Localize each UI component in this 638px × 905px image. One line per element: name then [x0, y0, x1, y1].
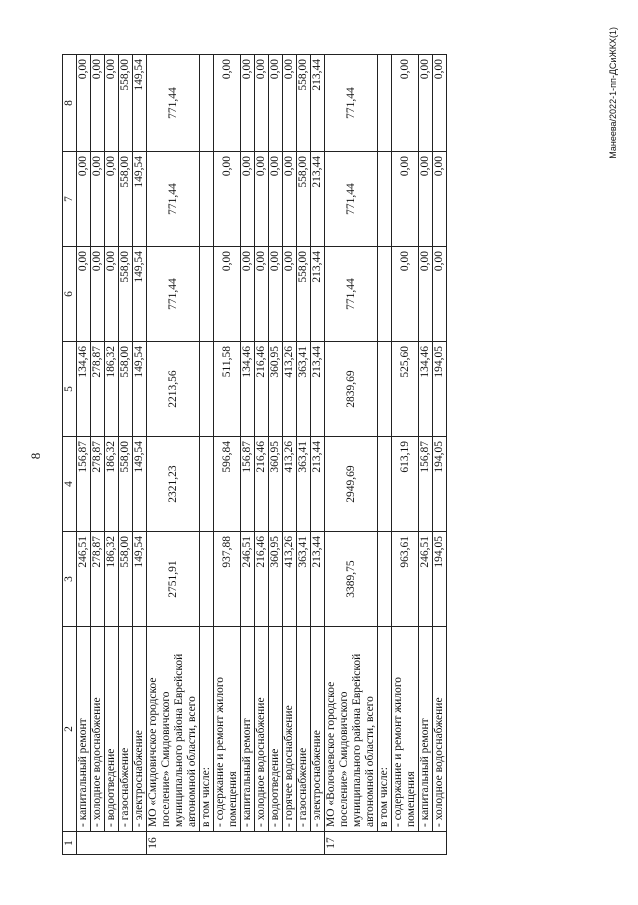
row-name: - газоснабжение: [297, 627, 311, 832]
value-cell: 213,44: [311, 342, 325, 437]
row-name: в том числе:: [200, 627, 214, 832]
table-row: [419, 55, 433, 855]
value-cell: 213,44: [311, 437, 325, 532]
value-cell: 2839,69: [325, 342, 378, 437]
value-cell: 0,00: [283, 55, 297, 152]
value-cell: 413,26: [283, 532, 297, 627]
value-cell: 0,00: [392, 55, 419, 152]
value-cell: [378, 247, 392, 342]
col-header: 5: [63, 342, 77, 437]
value-cell: 525,60: [392, 342, 419, 437]
value-cell: 149,54: [133, 247, 147, 342]
value-cell: 0,00: [433, 55, 447, 152]
row-name: - холодное водоснабжение: [91, 627, 105, 832]
table-row: [297, 55, 311, 855]
col-header: 8: [63, 55, 77, 152]
col-header: 2: [63, 627, 77, 832]
row-name: - водоотведение: [269, 627, 283, 832]
value-cell: [200, 247, 214, 342]
value-cell: 156,87: [419, 437, 433, 532]
value-cell: 937,88: [214, 532, 241, 627]
table-row: [311, 55, 325, 855]
row-number: 17: [325, 832, 447, 855]
value-cell: 156,87: [241, 437, 255, 532]
table-row: [241, 55, 255, 855]
row-name: - содержание и ремонт жилого помещения: [214, 627, 241, 832]
header-row: [63, 55, 77, 855]
value-cell: 0,00: [419, 55, 433, 152]
value-cell: 558,00: [119, 437, 133, 532]
table-row: [269, 55, 283, 855]
row-name: - водоотведение: [105, 627, 119, 832]
value-cell: [378, 55, 392, 152]
value-cell: 0,00: [214, 247, 241, 342]
value-cell: 156,87: [77, 437, 91, 532]
value-cell: 413,26: [283, 342, 297, 437]
table-row: [91, 55, 105, 855]
value-cell: 134,46: [419, 342, 433, 437]
row-name: - электроснабжение: [133, 627, 147, 832]
value-cell: [378, 342, 392, 437]
table-row: [392, 55, 419, 855]
value-cell: 0,00: [269, 55, 283, 152]
row-name: - капитальный ремонт: [77, 627, 91, 832]
value-cell: 558,00: [119, 152, 133, 247]
row-name: - холодное водоснабжение: [255, 627, 269, 832]
value-cell: 149,54: [133, 532, 147, 627]
value-cell: 0,00: [433, 152, 447, 247]
value-cell: 149,54: [133, 342, 147, 437]
value-cell: 0,00: [91, 152, 105, 247]
value-cell: 0,00: [269, 247, 283, 342]
value-cell: 149,54: [133, 55, 147, 152]
value-cell: 0,00: [77, 152, 91, 247]
value-cell: 0,00: [241, 247, 255, 342]
tariff-table: [62, 54, 447, 855]
value-cell: [378, 437, 392, 532]
rotated-page: [20, 27, 620, 885]
value-cell: 149,54: [133, 437, 147, 532]
value-cell: 213,44: [311, 152, 325, 247]
value-cell: 2213,56: [147, 342, 200, 437]
value-cell: 771,44: [147, 247, 200, 342]
value-cell: 0,00: [419, 152, 433, 247]
value-cell: 2949,69: [325, 437, 378, 532]
row-name: - горячее водоснабжение: [283, 627, 297, 832]
value-cell: 246,51: [419, 532, 433, 627]
value-cell: 771,44: [147, 55, 200, 152]
value-cell: 0,00: [105, 247, 119, 342]
document-code: Манеева/2022-1-пп-ДСиЖКХ(1): [608, 27, 618, 159]
row-name: - электроснабжение: [311, 627, 325, 832]
value-cell: 0,00: [392, 247, 419, 342]
value-cell: 360,95: [269, 437, 283, 532]
value-cell: 558,00: [119, 247, 133, 342]
table-row: [433, 55, 447, 855]
col-header: 3: [63, 532, 77, 627]
value-cell: 216,46: [255, 437, 269, 532]
value-cell: 0,00: [392, 152, 419, 247]
value-cell: 186,32: [105, 532, 119, 627]
value-cell: 213,44: [311, 532, 325, 627]
table-row: [214, 55, 241, 855]
value-cell: 2321,23: [147, 437, 200, 532]
row-number: [77, 832, 147, 855]
value-cell: 0,00: [241, 152, 255, 247]
value-cell: 0,00: [283, 152, 297, 247]
row-name: - холодное водоснабжение: [433, 627, 447, 832]
table-row: [283, 55, 297, 855]
table-row: [133, 55, 147, 855]
value-cell: 771,44: [147, 152, 200, 247]
value-cell: [378, 532, 392, 627]
value-cell: 771,44: [325, 55, 378, 152]
value-cell: 511,58: [214, 342, 241, 437]
value-cell: 558,00: [119, 342, 133, 437]
table-row: [255, 55, 269, 855]
value-cell: 216,46: [255, 532, 269, 627]
value-cell: 0,00: [255, 247, 269, 342]
value-cell: 194,05: [433, 532, 447, 627]
value-cell: 0,00: [255, 55, 269, 152]
row-name: МО «Смидовичское городское поселение» Смидовичского муниципального района Еврейской автономной области, всего: [147, 627, 200, 832]
value-cell: 149,54: [133, 152, 147, 247]
value-cell: 558,00: [297, 152, 311, 247]
value-cell: 246,51: [241, 532, 255, 627]
table-row: [77, 55, 91, 855]
value-cell: 771,44: [325, 247, 378, 342]
row-name: - капитальный ремонт: [241, 627, 255, 832]
value-cell: 0,00: [105, 152, 119, 247]
value-cell: 0,00: [433, 247, 447, 342]
page-number: 8: [28, 452, 43, 460]
value-cell: 0,00: [269, 152, 283, 247]
table-row: [378, 55, 392, 855]
value-cell: 363,41: [297, 532, 311, 627]
value-cell: 613,19: [392, 437, 419, 532]
value-cell: 558,00: [119, 532, 133, 627]
col-header: 6: [63, 247, 77, 342]
value-cell: 186,32: [105, 437, 119, 532]
value-cell: [200, 437, 214, 532]
value-cell: 0,00: [77, 247, 91, 342]
value-cell: 963,61: [392, 532, 419, 627]
value-cell: 0,00: [214, 55, 241, 152]
row-name: в том числе:: [378, 627, 392, 832]
table-body: [77, 55, 447, 855]
value-cell: 194,05: [433, 342, 447, 437]
col-header: 4: [63, 437, 77, 532]
row-name: - содержание и ремонт жилого помещения: [392, 627, 419, 832]
row-name: МО «Волочаевское городское поселение» Смидовичского муниципального района Еврейской автономной области, всего: [325, 627, 378, 832]
value-cell: 558,00: [119, 55, 133, 152]
value-cell: 558,00: [297, 247, 311, 342]
value-cell: 360,95: [269, 342, 283, 437]
value-cell: 0,00: [283, 247, 297, 342]
value-cell: 0,00: [419, 247, 433, 342]
value-cell: 3389,75: [325, 532, 378, 627]
value-cell: [200, 55, 214, 152]
value-cell: 0,00: [214, 152, 241, 247]
value-cell: 0,00: [91, 55, 105, 152]
value-cell: 213,44: [311, 247, 325, 342]
row-number: 16: [147, 832, 325, 855]
value-cell: 0,00: [77, 55, 91, 152]
value-cell: 216,46: [255, 342, 269, 437]
value-cell: 246,51: [77, 532, 91, 627]
value-cell: 0,00: [91, 247, 105, 342]
value-cell: 134,46: [77, 342, 91, 437]
value-cell: 596,84: [214, 437, 241, 532]
row-name: - капитальный ремонт: [419, 627, 433, 832]
value-cell: 363,41: [297, 342, 311, 437]
value-cell: [200, 152, 214, 247]
value-cell: 186,32: [105, 342, 119, 437]
value-cell: 134,46: [241, 342, 255, 437]
row-name: - газоснабжение: [119, 627, 133, 832]
table-row: [325, 55, 378, 855]
value-cell: [200, 532, 214, 627]
value-cell: 278,87: [91, 532, 105, 627]
table-row: [200, 55, 214, 855]
table-row: [147, 55, 200, 855]
value-cell: 771,44: [325, 152, 378, 247]
value-cell: 0,00: [241, 55, 255, 152]
value-cell: 363,41: [297, 437, 311, 532]
value-cell: 558,00: [297, 55, 311, 152]
value-cell: 278,87: [91, 437, 105, 532]
col-header: 1: [63, 832, 77, 855]
value-cell: 360,95: [269, 532, 283, 627]
value-cell: 194,05: [433, 437, 447, 532]
value-cell: 213,44: [311, 55, 325, 152]
value-cell: 413,26: [283, 437, 297, 532]
value-cell: [200, 342, 214, 437]
table-row: [119, 55, 133, 855]
value-cell: 278,87: [91, 342, 105, 437]
table-row: [105, 55, 119, 855]
col-header: 7: [63, 152, 77, 247]
value-cell: [378, 152, 392, 247]
value-cell: 2751,91: [147, 532, 200, 627]
value-cell: 0,00: [255, 152, 269, 247]
value-cell: 0,00: [105, 55, 119, 152]
